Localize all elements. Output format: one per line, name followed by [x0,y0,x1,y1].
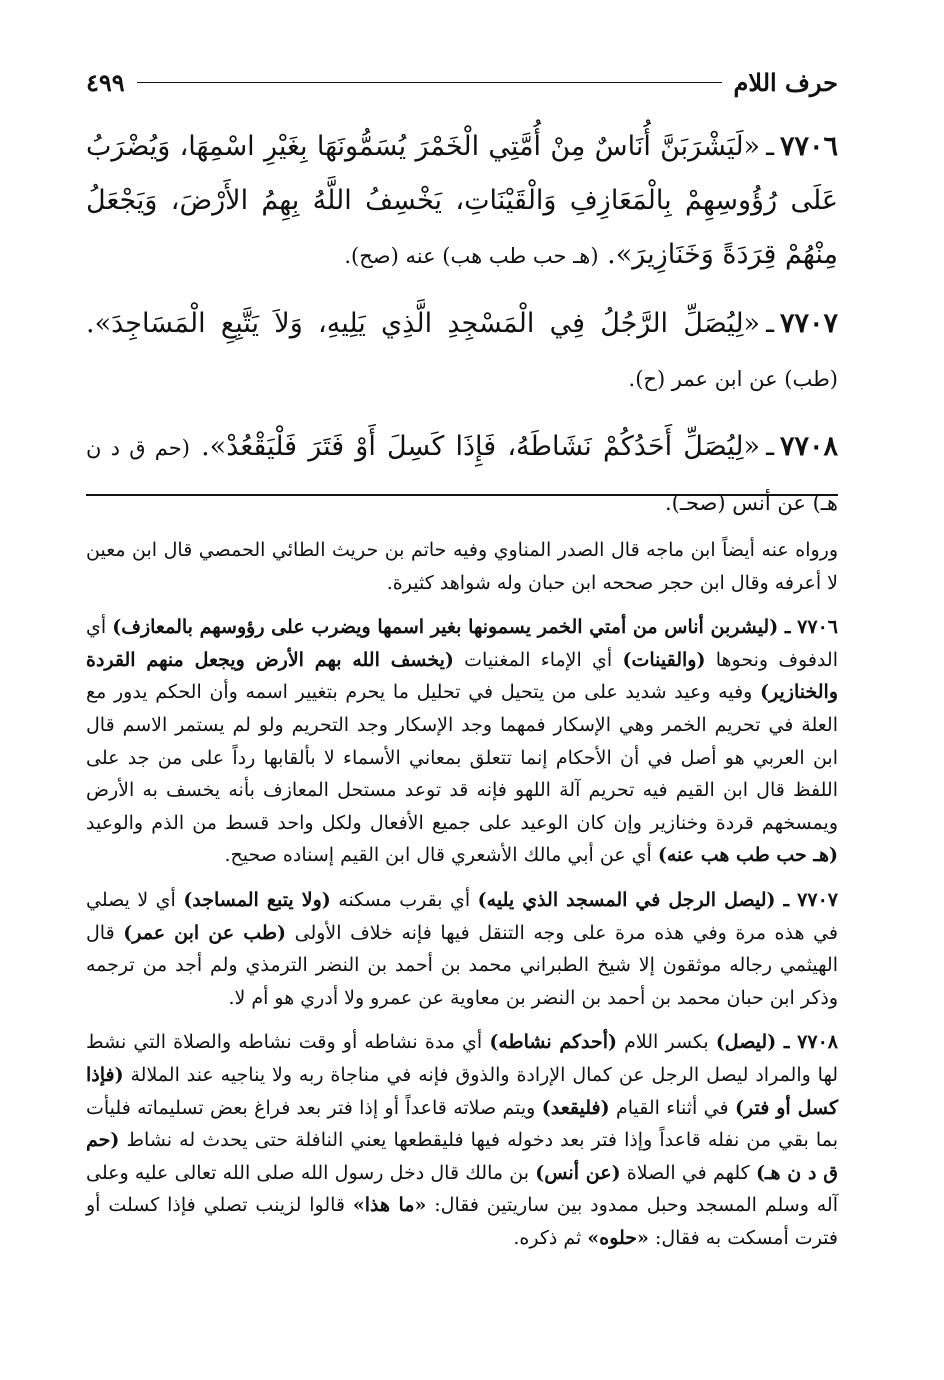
hadith-source: (حم ق د ن هـ) عن أنس (صحـ). [86,436,838,515]
commentary-text: أي الإماء المغنيات [464,648,613,671]
commentary-quote: (يخسف الله بهم الأرض ويجعل منهم القردة والخنازير) [86,648,839,704]
running-header [86,62,838,102]
hadith-text: «لِيُصَلِّ الرَّجُلُ فِي الْمَسْجِدِ الَّذِي يَلِيهِ، وَلاَ يَتَّبِعِ الْمَسَاجِدَ». [86,308,761,339]
commentary-quote: «ما هذا» [352,1194,427,1217]
commentary-text: أي بقرب مسكنه [338,888,471,911]
commentary-quote: «حلوه» [587,1226,649,1249]
hadith-source: (هـ حب طب هب) عنه (صح). [344,244,599,268]
commentary-source: (حم ق د ن هـ) [86,1129,839,1184]
hadith-dash: ـ [766,131,774,162]
commentary-text: أي لا يصلي في هذه مرة وفي هذه مرة على وجه التنقل فيها فإنه خلاف الأولى [86,888,838,944]
commentary-text: أي عن أبي مالك الأشعري قال ابن القيم إسناده صحيح. [224,844,652,867]
commentary-source: (عن أنس) [535,1161,621,1184]
commentary-heading: ٧٧٠٦ ـ (ليشربن أناس من أمتي الخمر يسمونها بغير اسمها ويضرب على رؤوسهم بالمعازف) [112,616,838,639]
commentary-quote: (فليقعد) [541,1096,610,1119]
chapter-title: حرف اللام [733,67,838,97]
commentary-text: كلهم في الصلاة [626,1161,750,1184]
commentary-quote: (ولا يتبع المساجد) [183,888,331,911]
hadith-7708 [86,420,838,530]
commentary-text: أي الدفوف ونحوها [86,616,838,671]
commentary-text: ويتم صلاته قاعداً أو إذا فتر بعد فراغ بعض تسليماته فليأت بما بقي من نفله قاعداً وإذا فتر بعد دخوله فيها فليقطعها يعني النافلة حتى يحدث له نشاط [86,1096,838,1152]
hadith-7707 [86,297,838,406]
commentary-text: في أثناء القيام [615,1096,729,1119]
commentary-7706 [86,611,838,872]
commentary-source: (هـ حب طب هب عنه) [657,844,838,867]
hadith-dash: ـ [766,308,774,339]
commentary-7708 [86,1026,838,1254]
hadith-text: «لِيُصَلِّ أَحَدُكُمْ نَشَاطَهُ، فَإِذَا كَسِلَ أَوْ فَتَرَ فَلْيَقْعُدْ». [201,431,761,462]
commentary-text: قال الهيثمي رجاله موثقون إلا شيخ الطبراني محمد بن أحمد بن النضر الترمذي ولم أجد من ترجمه وذكر ابن حبان محمد بن أحمد بن النضر بن معاوية عن عمرو ولا أدري هو أم لا. [86,921,838,1009]
commentary-source: (طب عن ابن عمر) [123,921,287,944]
section-divider [86,494,838,496]
commentary-section [86,534,838,1266]
commentary-text: ثم ذكره. [513,1226,582,1249]
commentary-heading: ٧٧٠٧ ـ (ليصل الرجل في المسجد الذي يليه) [477,888,838,911]
commentary-text: أي مدة نشاطه أو وقت نشاطه والصلاة التي نشط لها والمراد ليصل الرجل عن كمال الإرادة والذوق فإنه في مناجاة ربه ولا يناجيه عند الملالة [86,1031,838,1086]
commentary-intro: ورواه عنه أيضاً ابن ماجه قال الصدر المناوي وفيه حاتم بن حريث الطائي الحمصي قال ابن معين لا أعرفه وقال ابن حجر صححه ابن حبان وله شواهد كثيرة. [86,539,838,594]
hadith-number: ٧٧٠٧ [779,308,838,339]
commentary-text: بكسر اللام [624,1031,709,1054]
commentary-heading: ٧٧٠٨ ـ (ليصل) [715,1031,838,1054]
hadith-section [86,120,838,544]
commentary-text: وفيه وعيد شديد على من يتحيل في تحليل ما يحرم بتغيير اسمه وأن الحكم يدور مع العلة في تحريم الخمر وهي الإسكار فمهما وجد الإسكار وجد التحريم ولو لم يستمر الاسم قال ابن العربي هو أصل في أن الأحكام إنما تتعلق بمعاني الأسماء لا بألقابها رداً على من جد على اللفظ قال ابن القيم فيه تحريم آلة اللهو فإنه قد توعد مستحل المعازف بأنه يخسف به الأرض ويمسخهم قردة وخنازير وإن كان الوعيد على جميع الأفعال ولكل واحد قسط من الذم والوعيد [86,681,838,834]
hadith-text: «لَيَشْرَبَنَّ أُنَاسٌ مِنْ أُمَّتِي الْخَمْرَ يُسَمُّونَهَا بِغَيْرِ اسْمِهَا، وَيُضْرَبُ عَلَى رُؤُوسِهِمْ بِالْمَعَازِفِ وَالْقَيْنَاتِ، يَخْسِفُ اللَّهُ بِهِمُ الأَرْضَ، وَيَجْعَلُ مِنْهُمْ قِرَدَةً وَخَنَازِيرَ». [86,131,838,270]
page-number: ٤٩٩ [86,67,125,97]
header-rule [137,82,722,83]
hadith-number: ٧٧٠٦ [779,131,838,162]
hadith-source: (طب) عن ابن عمر (ح). [628,367,838,391]
commentary-quote: (والقينات) [622,648,706,671]
commentary-quote: (أحدكم نشاطه) [489,1031,618,1054]
hadith-number: ٧٧٠٨ [779,431,838,462]
commentary-text: قالوا لزينب تصلي فإذا كسلت أو فترت أمسكت به فقال: [86,1194,838,1249]
commentary-quote: (فإذا كسل أو فتر) [86,1063,839,1119]
hadith-dash: ـ [766,431,774,462]
hadith-7706 [86,120,838,283]
commentary-7707 [86,884,838,1014]
commentary-text: بن مالك قال دخل رسول الله صلى الله تعالى عليه وعلى آله وسلم المسجد وحبل ممدود بين ساريتين فقال: [86,1161,838,1217]
